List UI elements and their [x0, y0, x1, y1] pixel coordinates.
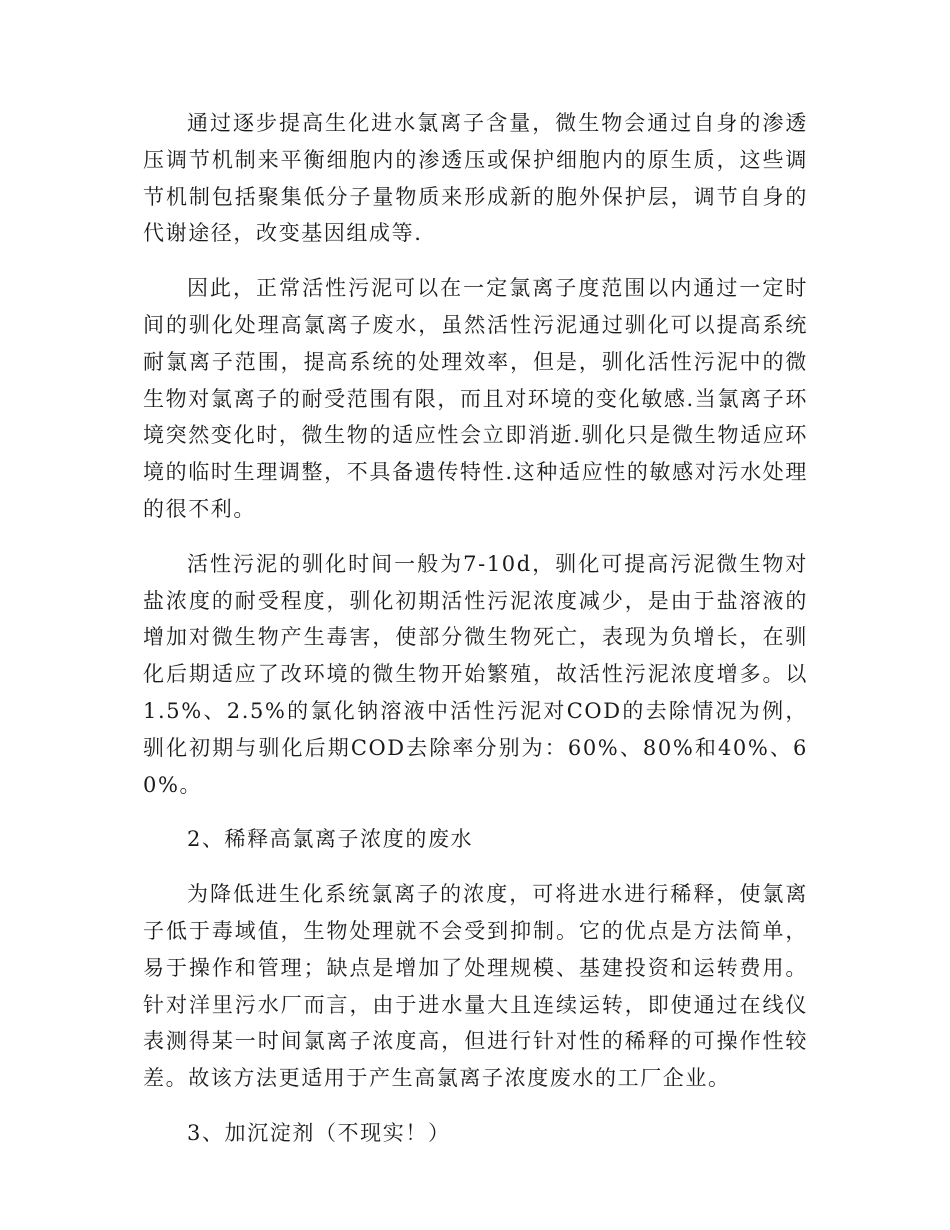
- paragraph-acclimation-limits: 因此，正常活性污泥可以在一定氯离子度范围以内通过一定时间的驯化处理高氯离子废水，虽然活性污泥通过驯化可以提高系统耐氯离子范围，提高系统的处理效率，但是，驯化活性污泥中的微生物对氯离子的耐受范围有限，而且对环境的变化敏感.当氯离子环境突然变化时，微生物的适应性会立即消逝.驯化只是微生物适应环境的临时生理调整，不具备遗传特性.这种适应性的敏感对污水处理的很不利。: [143, 276, 808, 521]
- paragraph-osmotic-regulation: 通过逐步提高生化进水氯离子含量，微生物会通过自身的渗透压调节机制来平衡细胞内的渗透压或保护细胞内的原生质，这些调节机制包括聚集低分子量物质来形成新的胞外保护层，调节自身的代谢途径，改变基因组成等.: [143, 111, 808, 246]
- section-heading-precipitant: 3、加沉淀剂（不现实！）: [187, 1120, 451, 1145]
- paragraph-acclimation-time: 活性污泥的驯化时间一般为7-10d，驯化可提高污泥微生物对盐浓度的耐受程度，驯化初期活性污泥浓度减少，是由于盐溶液的增加对微生物产生毒害，使部分微生物死亡，表现为负增长，在驯化后期适应了改环境的微生物开始繁殖，故活性污泥浓度增多。以1.5%、2.5%的氯化钠溶液中活性污泥对COD的去除情况为例，驯化初期与驯化后期COD去除率分别为：60%、80%和40%、60%。: [143, 551, 808, 797]
- paragraph-dilution: 为降低进生化系统氯离子的浓度，可将进水进行稀释，使氯离子低于毒域值，生物处理就不会受到抑制。它的优点是方法简单，易于操作和管理；缺点是增加了处理规模、基建投资和运转费用。针对洋里污水厂而言，由于进水量大且连续运转，即使通过在线仪表测得某一时间氯离子浓度高，但进行针对性的稀释的可操作性较差。故该方法更适用于产生高氯离子浓度废水的工厂企业。: [143, 882, 808, 1091]
- document-body: [143, 105, 808, 1170]
- section-heading-dilution: 2、稀释高氯离子浓度的废水: [187, 827, 474, 852]
